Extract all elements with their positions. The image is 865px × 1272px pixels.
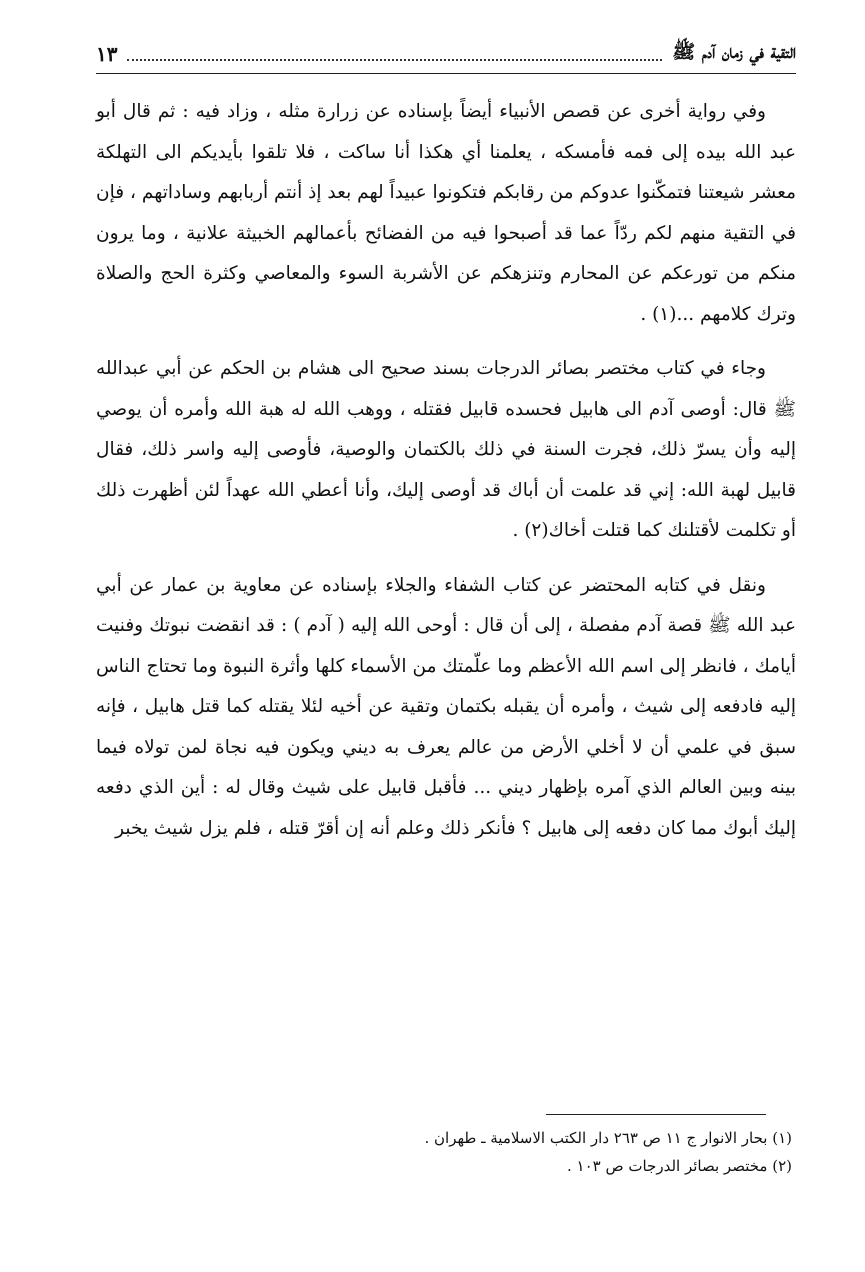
running-header (96, 34, 796, 74)
paragraph-3: ونقل في كتابه المحتضر عن كتاب الشفاء والجلاء بإسناده عن معاوية بن عمار عن أبي عبد الله ﷺ قصة آدم مفصلة ، إلى أن قال : أوحى الله إليه ( آدم ) : قد انقضت نبوتك وفنيت أيامك ، فانظر إلى اسم الله الأعظم وما علّمتك من الأسماء كلها وأثرة النبوة وما تحتاج الناس إليه فادفعه إلى شيث ، وأمره أن يقبله بكتمان وتقية عن أخيه لئلا يقتله كما قتل هابيل ، فإنه سبق في علمي أن لا أخلي الأرض من عالم يعرف به ديني ويكون فيه نجاة لمن تولاه فيما بينه وبين العالم الذي آمره بإظهار ديني ... فأقبل قابيل على شيث وقال له : أين الذي دفعه إليك أبوك مما كان دفعه إلى هابيل ؟ فأنكر ذلك وعلم أنه إن أقرّ قتله ، فلم يزل شيث يخبر (96, 574, 796, 839)
page-number: ١٣ (96, 41, 118, 66)
footnote-1: (١) بحار الانوار ج ١١ ص ٢٦٣ دار الكتب الاسلامية ـ طهران . (424, 1129, 792, 1147)
footnote-separator (546, 1114, 766, 1115)
paragraph-1: وفي رواية أخرى عن قصص الأنبياء أيضاً بإسناده عن زرارة مثله ، وزاد فيه : ثم قال أبو عبد الله بيده إلى فمه فأمسكه ، يعلمنا أي هكذا أنا ساكت ، فلا تلقوا بأيديكم الى التهلكة معشر شيعتنا فتمكّنوا عدوكم من رقابكم فتكونوا عبيداً لهم بعد إذ أنتم أربابهم وساداتهم ، فإن في التقية منهم لكم ردّاً عما قد أصبحوا فيه من الفضائح بأعمالهم الخبيثة علانية ، وما يرون منكم من تورعكم عن المحارم وتنزهكم عن الأشربة السوء والمعاصي وكثرة الحج والصلاة وترك كلامهم ...(١) . (96, 101, 796, 325)
header-dot-leader (127, 59, 662, 61)
body-text (96, 92, 796, 863)
footnote-2: (٢) مختصر بصائر الدرجات ص ١٠٣ . (566, 1157, 792, 1175)
paragraph-2: وجاء في كتاب مختصر بصائر الدرجات بسند صحيح الى هشام بن الحكم عن أبي عبدالله ﷺ قال: أوصى آدم الى هابيل فحسده قابيل فقتله ، ووهب الله له هبة الله وأمره أن يوصي إليه وأن يسرّ ذلك، فجرت السنة في ذلك بالكتمان والوصية، فأوصى إليه واسر ذلك، فقال قابيل لهبة الله: إني قد علمت أن أباك قد أوصى إليك، وأنا أعطي الله عهداً لئن أظهرت ذلك أو تكلمت لأقتلنك كما قتلت أخاك(٢) . (96, 358, 796, 541)
footnotes (96, 1124, 792, 1180)
running-title: التقية في زمان آدم ﷺ (672, 40, 796, 63)
